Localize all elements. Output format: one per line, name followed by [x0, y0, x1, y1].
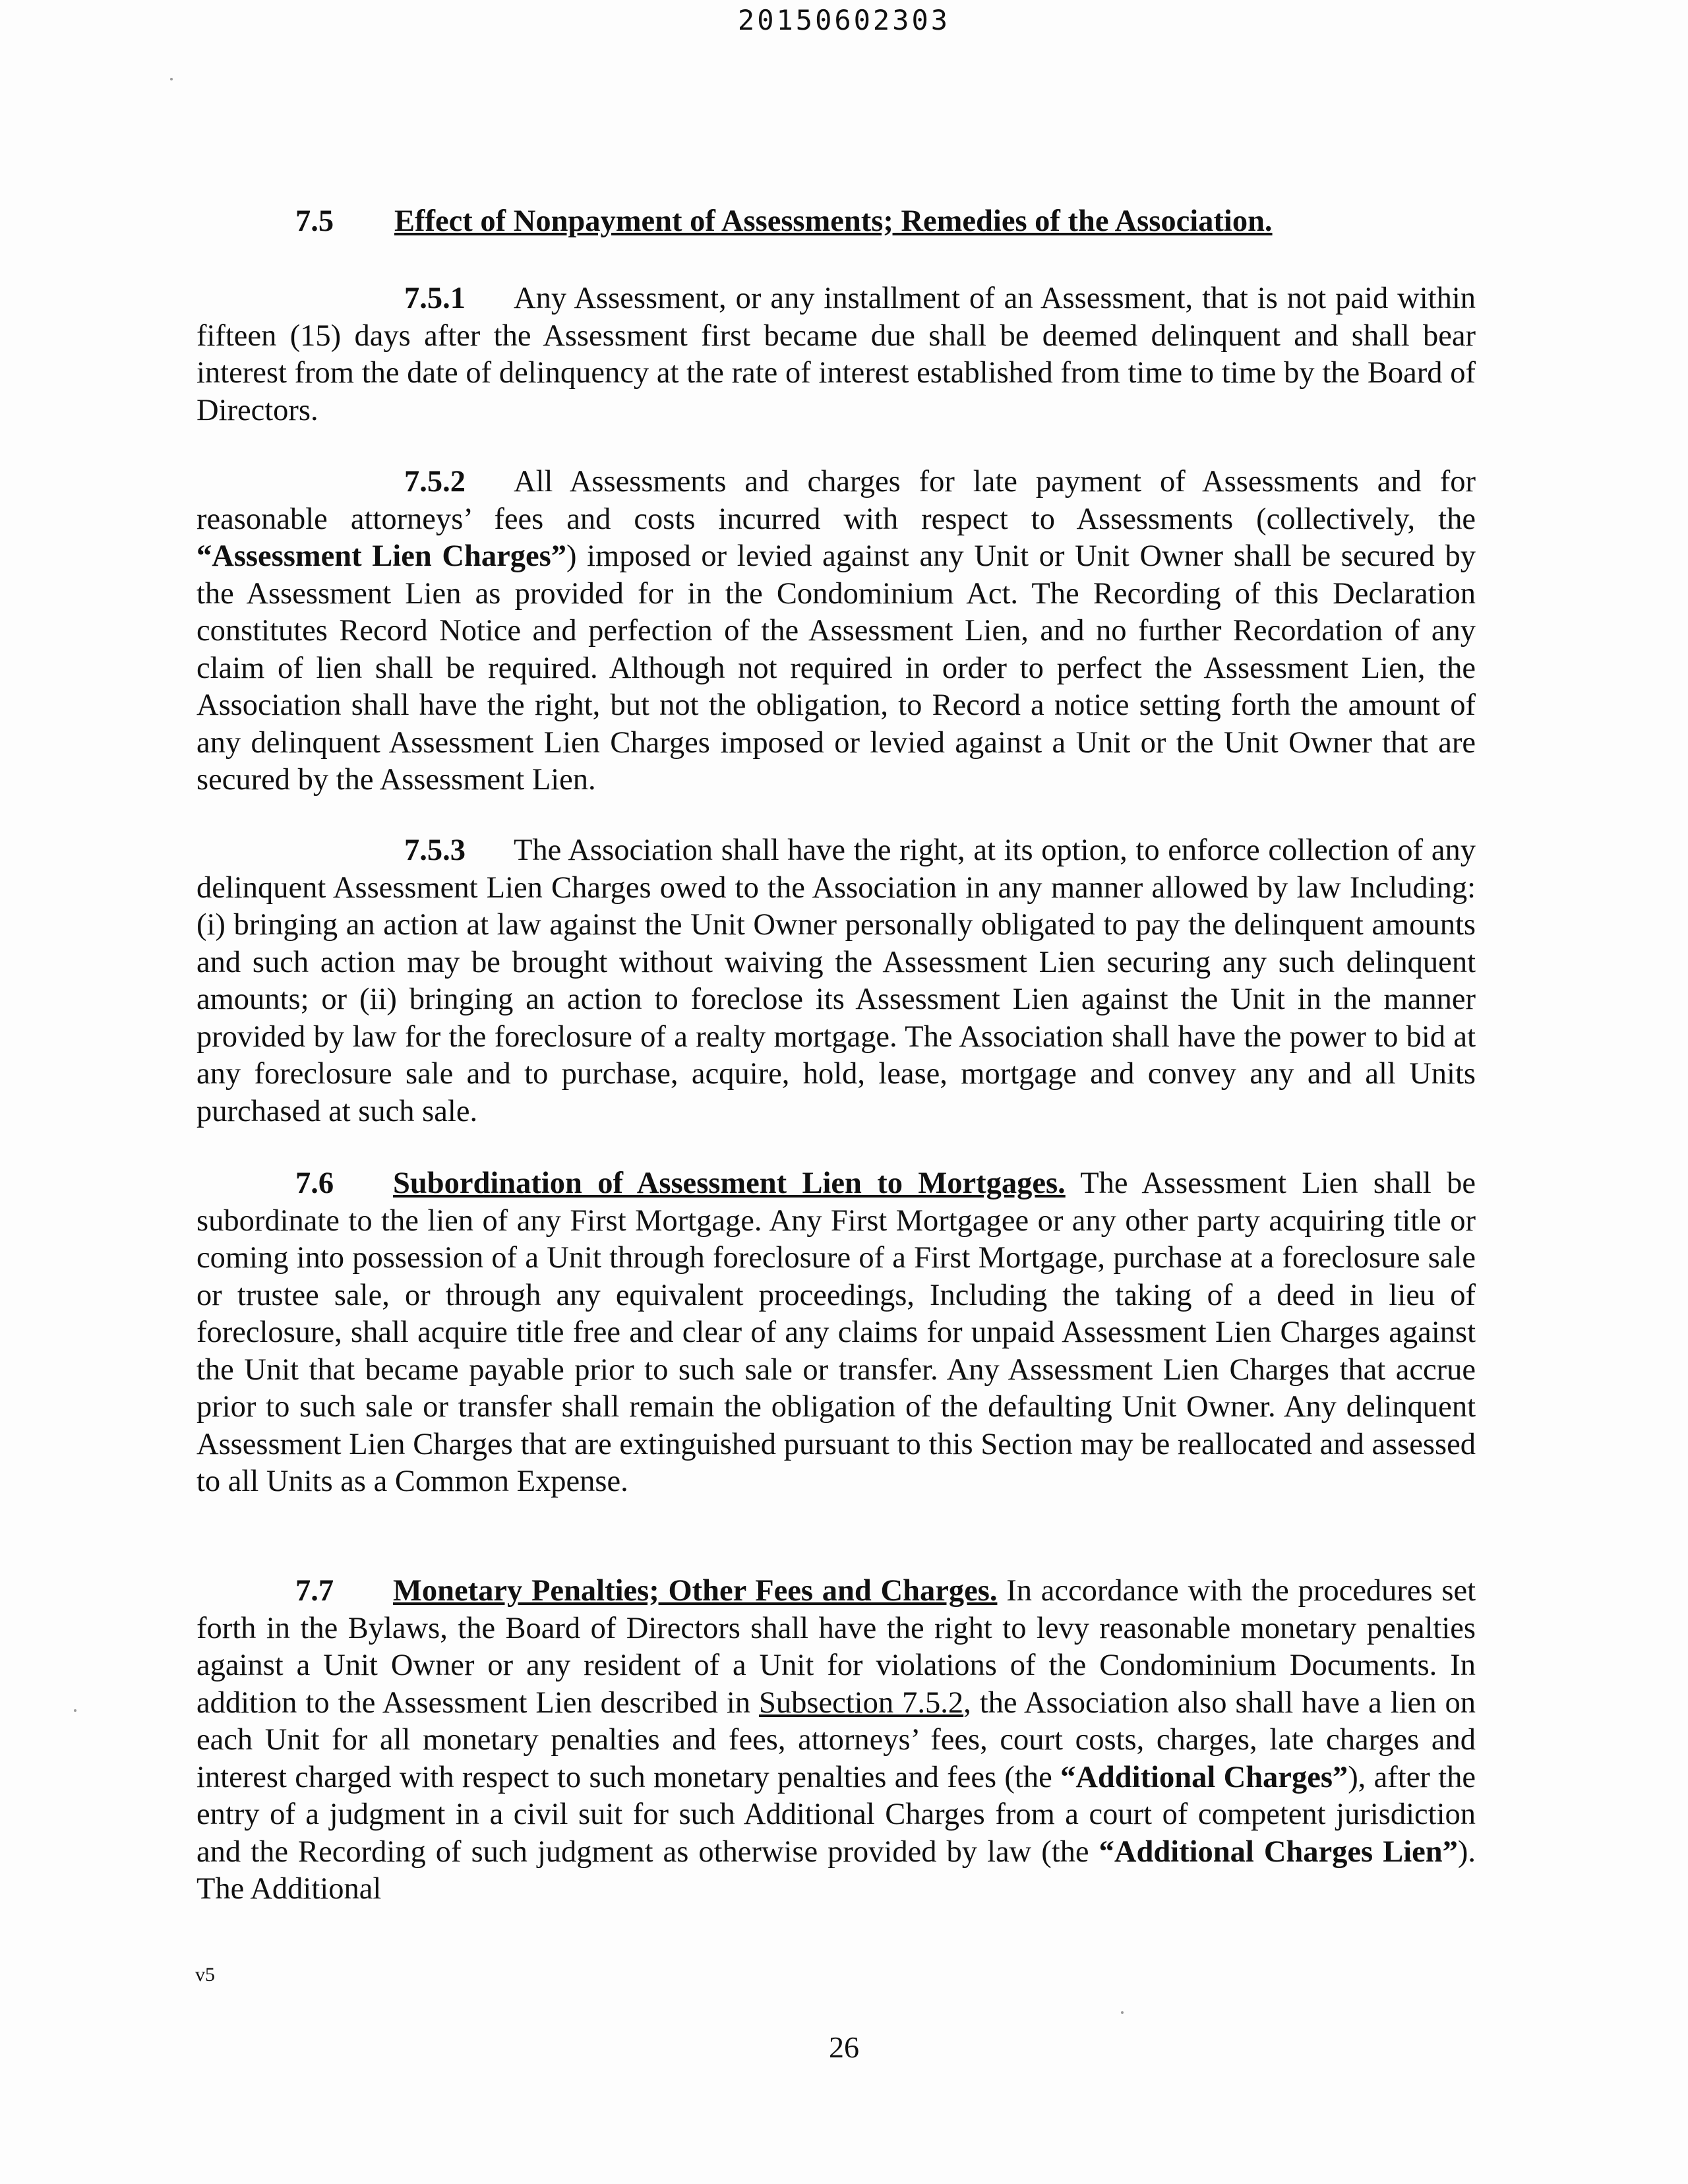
page-number: 26 — [829, 2030, 859, 2064]
section-7-5-heading — [295, 203, 1273, 240]
version-label: v5 — [195, 1964, 215, 1986]
defined-term: “Additional Charges Lien” — [1099, 1835, 1458, 1869]
section-number: 7.7 — [295, 1574, 334, 1608]
section-text: In accordance with the procedures set forth in the Bylaws, the Board of Directors shall have the right to levy reasonable monetary penalties against a Unit Owner or any resident of a Unit for violations of the Condominium Documents. In addition to the Assessment Lien described in — [196, 1574, 1476, 1720]
section-text: ), after the entry of a judgment in a civil suit for such Additional Charges from a court of competent jurisdiction and the Recording of such judgment as otherwise provided by law (the — [196, 1760, 1476, 1869]
section-text: ). The Additional — [196, 1835, 1476, 1906]
subsection-reference: Subsection 7.5.2 — [759, 1685, 964, 1720]
subsection-7-5-3 — [196, 832, 1476, 1130]
defined-term: “Additional Charges” — [1060, 1760, 1348, 1794]
section-7-7 — [196, 1573, 1476, 1908]
subsection-text: The Association shall have the right, at its option, to enforce collection of any delinquent Assessment Lien Charges owed to the Association in any manner allowed by law Including: (i) bringing an action at law against the Unit Owner personally obligated to pay the delinquent amounts and such action may be brought without waiving the Assessment Lien securing any such delinquent amounts; or (ii) bringing an action to foreclose its Assessment Lien against the Unit in the manner provided by law for the foreclosure of a realty mortgage. The Association shall have the power to bid at any foreclosure sale and to purchase, acquire, hold, lease, mortgage and convey any and all Units purchased at such sale. — [196, 834, 1476, 1128]
section-number: 7.6 — [295, 1167, 334, 1200]
subsection-text: All Assessments and charges for late payment of Assessments and for reasonable attorneys’ fees and costs incurred with respect to Assessments (collectively, the — [196, 465, 1476, 536]
scan-speck — [1121, 2011, 1124, 2014]
subsection-number: 7.5.3 — [404, 834, 466, 867]
subsection-7-5-2 — [196, 464, 1476, 799]
subsection-text: Any Assessment, or any installment of an Assessment, that is not paid within fifteen (15) days after the Assessment first became due shall be deemed delinquent and shall bear interest from the date of delinquency at the rate of interest established from time to time by the Board of Directors. — [196, 282, 1476, 427]
section-7-6 — [196, 1165, 1476, 1501]
section-title: Subordination of Assessment Lien to Mortgages. — [393, 1167, 1066, 1200]
section-number: 7.5 — [295, 204, 334, 238]
defined-term: “Assessment Lien Charges” — [196, 539, 566, 573]
subsection-number: 7.5.1 — [404, 282, 466, 315]
recording-number: 20150602303 — [737, 4, 951, 36]
subsection-7-5-1 — [196, 280, 1476, 429]
subsection-number: 7.5.2 — [404, 465, 466, 499]
scan-speck — [74, 1709, 76, 1712]
section-title: Effect of Nonpayment of Assessments; Remedies of the Association. — [394, 204, 1273, 238]
section-text: , the Association also shall have a lien on each Unit for all monetary penalties and fees, attorneys’ fees, court costs, charges, late charges and interest charged with respect to such monetary penalties and fees (the — [196, 1685, 1476, 1794]
subsection-text: ) imposed or levied against any Unit or Unit Owner shall be secured by the Assessment Lien as provided for in the Condominium Act. The Recording of this Declaration constitutes Record Notice and perfection of the Assessment Lien, and no further Recordation of any claim of lien shall be required. Although not required in order to perfect the Assessment Lien, the Association shall have the right, but not the obligation, to Record a notice setting forth the amount of any delinquent Assessment Lien Charges imposed or levied against a Unit or the Unit Owner that are secured by the Assessment Lien. — [196, 539, 1476, 797]
scan-speck — [170, 78, 173, 80]
section-title: Monetary Penalties; Other Fees and Charges. — [393, 1574, 998, 1608]
section-text: The Assessment Lien shall be subordinate to the lien of any First Mortgage. Any First Mortgagee or any other party acquiring title or coming into possession of a Unit through foreclosure of a First Mortgage, purchase at a foreclosure sale or trustee sale, or through any equivalent proceedings, Including the taking of a deed in lieu of foreclosure, shall acquire title free and clear of any claims for unpaid Assessment Lien Charges against the Unit that became payable prior to such sale or transfer. Any Assessment Lien Charges that accrue prior to such sale or transfer shall remain the obligation of the defaulting Unit Owner. Any delinquent Assessment Lien Charges that are extinguished pursuant to this Section may be reallocated and assessed to all Units as a Common Expense. — [196, 1167, 1476, 1498]
